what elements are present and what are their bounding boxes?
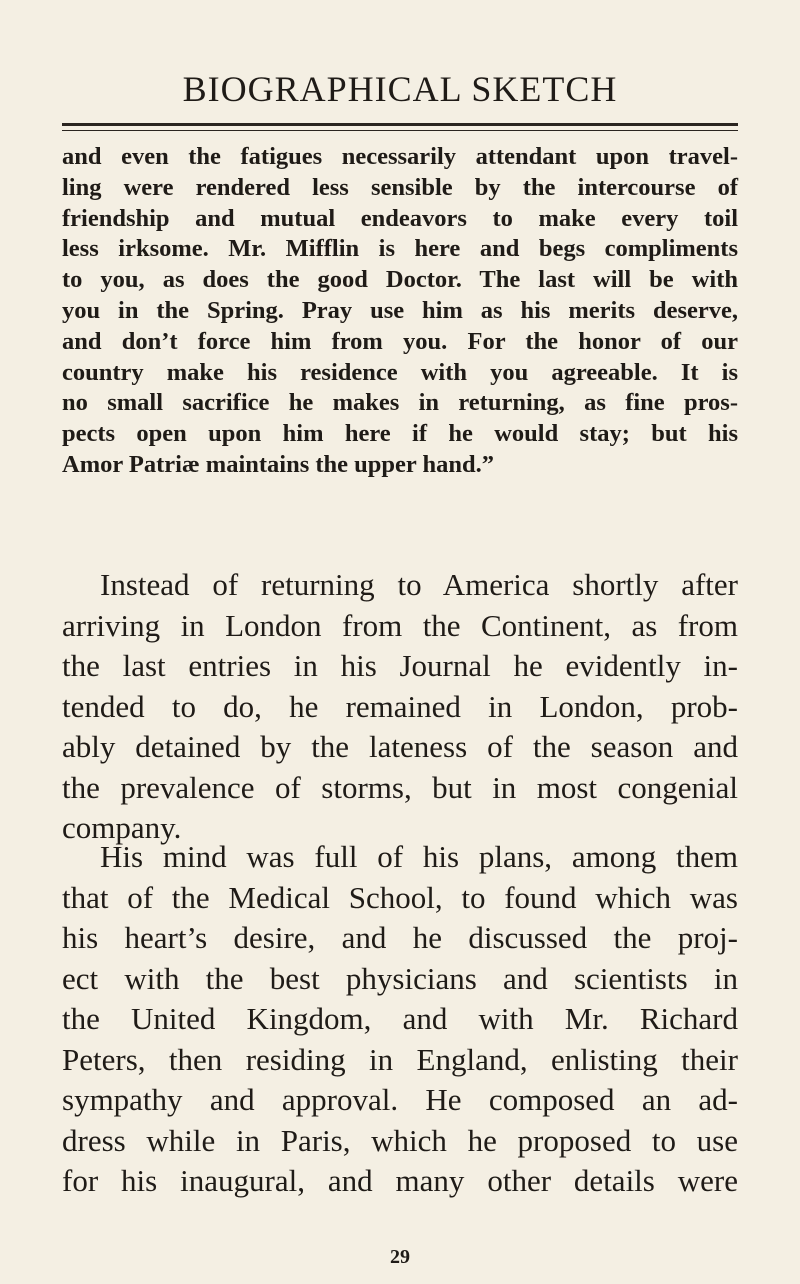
header-rule-thick bbox=[62, 123, 738, 126]
text-line: company. bbox=[62, 810, 182, 845]
text-line: pects open upon him here if he would stay; but his bbox=[62, 420, 738, 448]
text-line: Peters, then residing in England, enlisting their bbox=[62, 1041, 738, 1077]
text-line: the prevalence of storms, but in most congenial bbox=[62, 769, 738, 805]
text-line: His mind was full of his plans, among them bbox=[100, 839, 738, 874]
text-line: Instead of returning to America shortly after bbox=[100, 567, 738, 602]
text-line: arriving in London from the Continent, as from bbox=[62, 607, 738, 643]
text-line: the United Kingdom, and with Mr. Richard bbox=[62, 1001, 738, 1036]
text-line: ect with the best physicians and scientists in bbox=[62, 960, 738, 996]
text-line: that of the Medical School, to found which was bbox=[62, 879, 738, 915]
paragraph bbox=[62, 565, 738, 849]
text-line: ling were rendered less sensible by the intercourse of bbox=[62, 173, 738, 201]
text-line: you in the Spring. Pray use him as his merits deserve, bbox=[62, 296, 738, 324]
text-line: and don’t force him from you. For the honor of our bbox=[62, 327, 738, 355]
page-number: 29 bbox=[390, 1246, 410, 1268]
text-line: dress while in Paris, which he proposed to use bbox=[62, 1122, 738, 1158]
text-line: tended to do, he remained in London, prob- bbox=[62, 688, 738, 724]
text-line: no small sacrifice he makes in returning, as fine pros- bbox=[62, 389, 738, 417]
running-header: BIOGRAPHICAL SKETCH bbox=[182, 69, 618, 109]
text-line: Amor Patriæ maintains the upper hand.” bbox=[62, 450, 494, 478]
text-line: less irksome. Mr. Mifflin is here and begs compliments bbox=[62, 235, 738, 263]
text-line: friendship and mutual endeavors to make every toil bbox=[62, 204, 738, 232]
text-line: to you, as does the good Doctor. The last will be with bbox=[62, 266, 738, 294]
text-line: for his inaugural, and many other details were bbox=[62, 1163, 738, 1198]
text-line: and even the fatigues necessarily attendant upon travel- bbox=[62, 143, 738, 170]
text-line: ably detained by the lateness of the season and bbox=[62, 729, 738, 764]
quoted-letter bbox=[62, 142, 738, 481]
header-rule-thin bbox=[62, 130, 738, 131]
paragraph bbox=[62, 837, 738, 1202]
text-line: country make his residence with you agreeable. It is bbox=[62, 358, 738, 386]
text-line: sympathy and approval. He composed an ad- bbox=[62, 1082, 738, 1117]
text-line: his heart’s desire, and he discussed the proj- bbox=[62, 920, 738, 955]
text-line: the last entries in his Journal he evidently in- bbox=[62, 648, 738, 683]
